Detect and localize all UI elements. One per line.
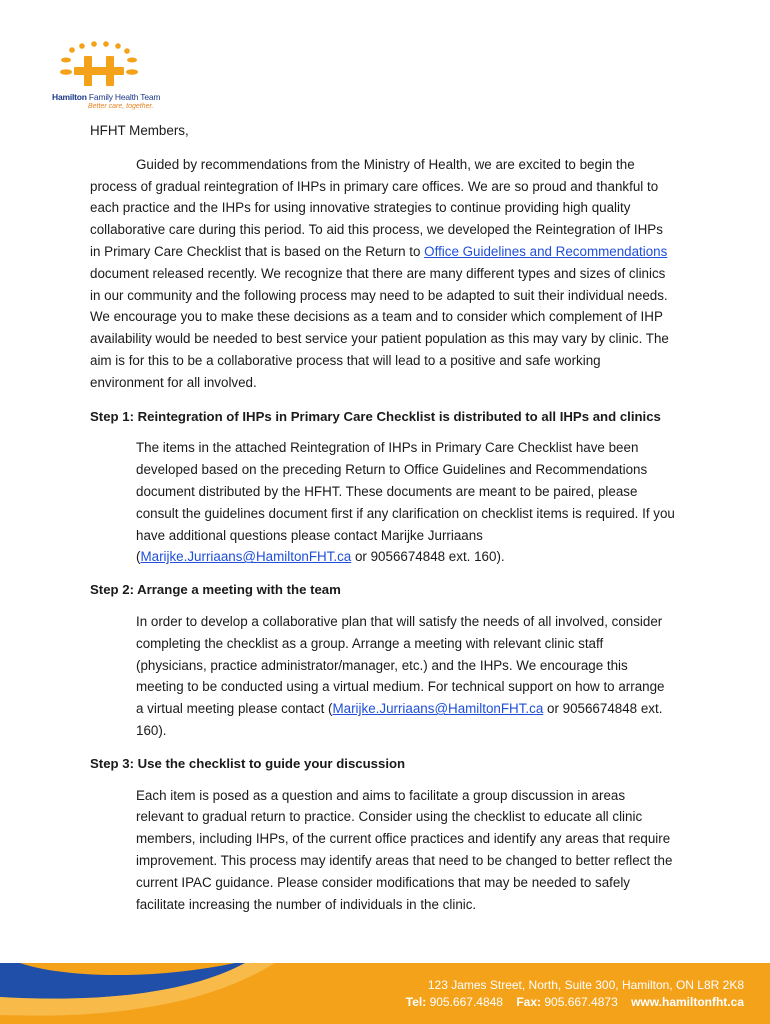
footer-website[interactable]: www.hamiltonfht.ca bbox=[631, 995, 744, 1009]
guidelines-link[interactable]: Office Guidelines and Recommendations bbox=[424, 243, 668, 259]
intro-paragraph: Guided by recommendations from the Ministry of Health, we are excited to begin the process of gradual reintegration of IHPs in primary care offices. We are so proud and thankful to each practice and the IHPs for using innovative strategies to continue providing high quality collaborative care during this period. To aid this process, we developed the Reintegration of IHPs in Primary Care Checklist that is based on the Return to Office Guidelines and Recommendations document released recently. We recognize that there are many different types and sizes of clinics in our community and the following process may need to be adapted to suit their individual needs. We encourage you to make these decisions as a team and to consider which complement of IHP availability would be needed to best service your patient population as this may vary by clinic. The aim is for this to be a collaborative process that will lead to a positive and safe working environment for all involved. bbox=[90, 156, 669, 390]
footer-phones: Tel: 905.667.4848 Fax: 905.667.4873 www.hamiltonfht.ca bbox=[405, 995, 744, 1009]
letter-body bbox=[90, 120, 675, 926]
logo-tagline: Better care, together. bbox=[88, 103, 154, 110]
step-3-heading: Step 3: Use the checklist to guide your discussion bbox=[90, 755, 406, 771]
footer-banner bbox=[0, 963, 770, 1024]
footer-address: 123 James Street, North, Suite 300, Hamilton, ON L8R 2K8 bbox=[427, 978, 744, 992]
step-2-heading: Step 2: Arrange a meeting with the team bbox=[90, 582, 341, 598]
footer-contact bbox=[406, 977, 744, 1011]
contact-email-link[interactable]: Marijke.Jurriaans@HamiltonFHT.ca bbox=[140, 549, 352, 565]
step-1-heading: Step 1: Reintegration of IHPs in Primary Care Checklist is distributed to all IHPs and clinics bbox=[90, 408, 661, 424]
step-3-body: Each item is posed as a question and aims to facilitate a group discussion in areas relevant to gradual return to practice. Consider using the checklist to educate all clinic members, including IHPs, of the current office practices and identify any areas that require improvement. This process may identify areas that need to be changed to better reflect the current IPAC guidance. Please consider modifications that may be needed to safely facilitate increasing the number of individuals in the clinic. bbox=[136, 787, 673, 912]
greeting: HFHT Members, bbox=[90, 123, 189, 138]
logo-emblem-icon bbox=[52, 40, 142, 92]
step-2-body: In order to develop a collaborative plan that will satisfy the needs of all involved, consider completing the checklist as a group. Arrange a meeting with relevant clinic staff (physicians, practice administrator/manager, etc.) and the IHPs. We encourage this meeting to be conducted using a virtual medium. For technical support on how to arrange a virtual meeting please contact (Marijke.Jurriaans@HamiltonFHT.ca or 9056674848 ext. 160). bbox=[136, 613, 665, 738]
logo-name: Hamilton Family Health Team bbox=[52, 92, 161, 102]
hfht-logo bbox=[52, 40, 172, 114]
step-1-body: The items in the attached Reintegration of IHPs in Primary Care Checklist have been developed based on the preceding Return to Office Guidelines and Recommendations document distributed by the HFHT. These documents are meant to be paired, please consult the guidelines document first if any clarification on checklist items is required. If you have additional questions please contact Marijke Jurriaans (Marijke.Jurriaans@HamiltonFHT.ca or 9056674848 ext. 160). bbox=[136, 440, 675, 565]
contact-email-link[interactable]: Marijke.Jurriaans@HamiltonFHT.ca bbox=[332, 701, 544, 717]
